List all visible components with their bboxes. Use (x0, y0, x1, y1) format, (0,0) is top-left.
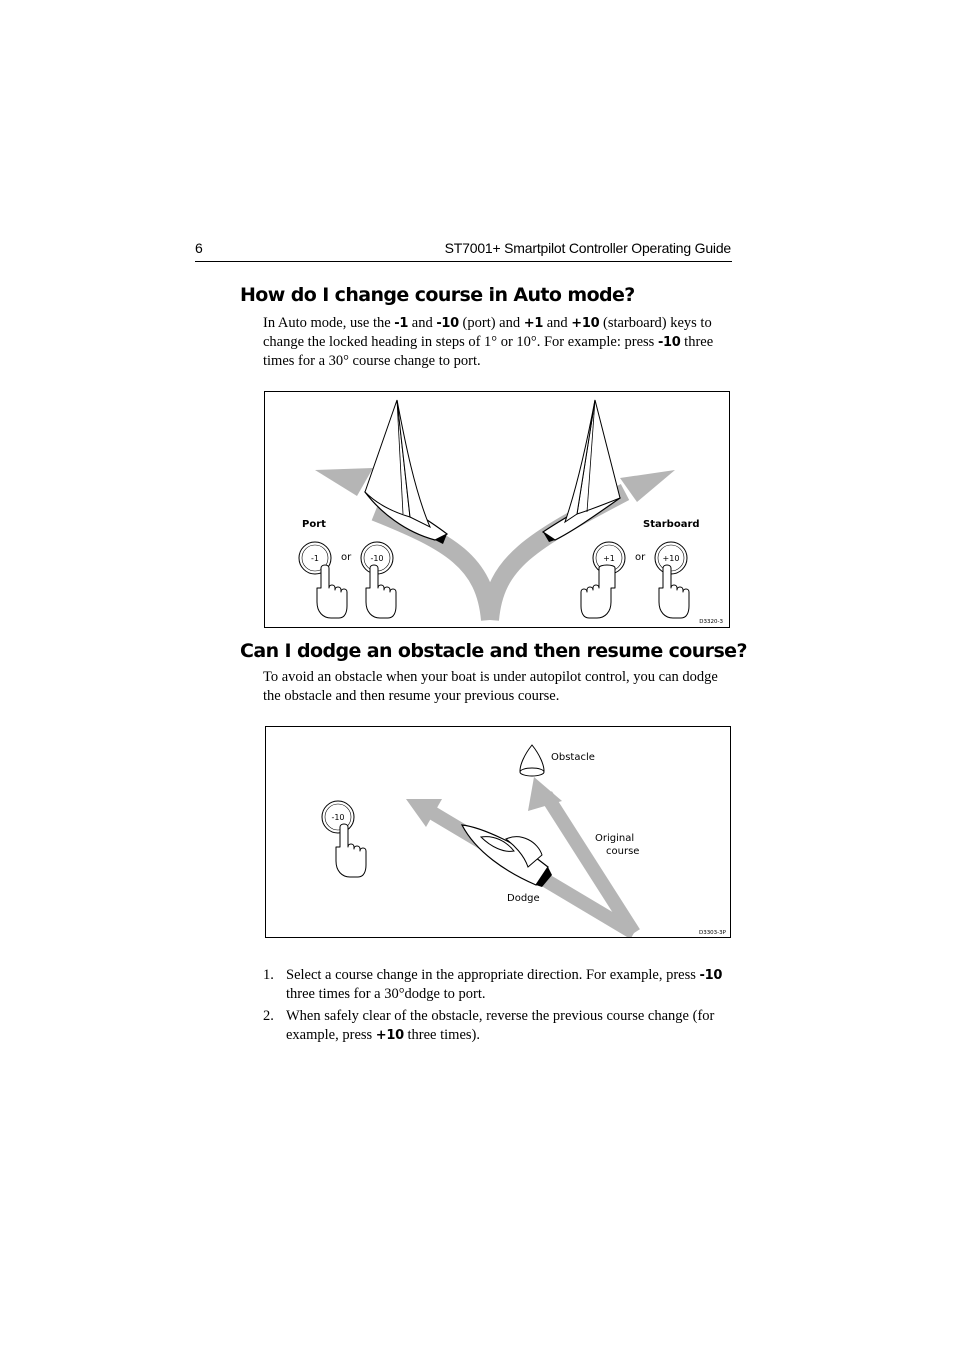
page-number: 6 (195, 240, 203, 256)
figure-course-change (264, 391, 730, 628)
powerboat-icon (462, 825, 552, 887)
section-heading-dodge: Can I dodge an obstacle and then resume course? (240, 640, 747, 662)
figure-dodge-drawing (266, 727, 730, 937)
button-minus-10-label: -10 (331, 813, 345, 822)
dodge-steps-list (263, 966, 733, 1048)
original-course-label-1: Original (595, 833, 635, 844)
paragraph-change-course: In Auto mode, use the -1 and -10 (port) and +1 and +10 (starboard) keys to change the locked heading in steps of 1° or 10°. For example: press -10 three times for a 30° course change to port. (263, 315, 714, 369)
starboard-label: Starboard (643, 519, 700, 530)
key-plus-10: +10 (375, 1028, 404, 1043)
key-minus-10: -10 (699, 968, 723, 983)
pointing-hand-icon (336, 824, 366, 877)
or-label-right: or (635, 552, 646, 563)
starboard-arrowhead (620, 470, 675, 502)
pointing-hand-icon (581, 565, 615, 618)
original-course-label-2: course (606, 846, 640, 857)
figure-id-1: D3320-3 (699, 619, 723, 625)
obstacle-buoy-icon (520, 745, 544, 776)
running-header-title: ST7001+ Smartpilot Controller Operating Guide (444, 240, 731, 256)
section-heading-change-course: How do I change course in Auto mode? (240, 284, 635, 306)
or-label-left: or (341, 552, 352, 563)
figure-dodge (265, 726, 731, 938)
list-item: 1. Select a course change in the appropriate direction. For example, press -10 three times for a 30°dodge to port. (263, 967, 723, 1002)
list-item: 2. When safely clear of the obstacle, reverse the previous course change (for example, press +10 three times). (263, 1008, 715, 1043)
port-label: Port (302, 519, 326, 530)
button-minus-1-label: -1 (311, 554, 319, 563)
key-example-minus-10: -10 (657, 335, 681, 350)
header-rule (195, 261, 732, 262)
key-plus-10: +10 (571, 316, 600, 331)
key-minus-10: -10 (436, 316, 459, 331)
figure-id-2: D3303-3P (698, 930, 726, 936)
figure-course-change-drawing (265, 392, 729, 627)
key-minus-1: -1 (394, 316, 409, 331)
button-plus-10-label: +10 (662, 554, 680, 563)
obstacle-label: Obstacle (551, 752, 595, 763)
button-minus-10-label: -10 (370, 554, 384, 563)
button-plus-1-label: +1 (603, 554, 615, 563)
pointing-hand-icon (317, 565, 347, 618)
key-plus-1: +1 (523, 316, 544, 331)
paragraph-dodge: To avoid an obstacle when your boat is under autopilot control, you can dodge the obstacle and then resume your previous course. (263, 669, 718, 704)
dodge-label: Dodge (507, 893, 540, 904)
button-minus-10-icon (322, 801, 354, 833)
